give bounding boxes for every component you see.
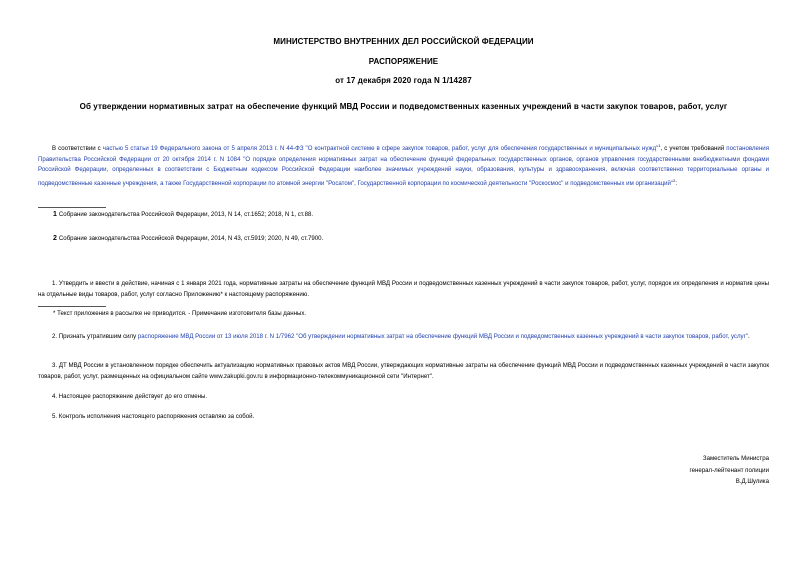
footnote-ref-2[interactable]: 2 (673, 177, 676, 183)
item-2-text-1: 2. Признать утратившим силу (52, 333, 138, 340)
preamble-text-3: : (675, 179, 678, 187)
document-type: РАСПОРЯЖЕНИЕ (368, 57, 439, 66)
footnote-text-2: Собрание законодательства Российской Федерации, 2014, N 43, ст.5919; 2020, N 49, ст.7900. (58, 235, 324, 242)
footnote-1 (53, 211, 313, 218)
item-2-text-2: . (747, 333, 750, 340)
footnote-2 (53, 235, 323, 242)
order-7962-link[interactable]: распоряжение МВД России от 13 июля 2018 г. N 1/7962 "Об утверждении нормативных затрат на обеспечение функций МВД России и подведомственных казенных учреждений в части закупок товаров, работ, услуг" (137, 333, 748, 340)
signatory-rank: генерал-лейтенант полиции (689, 466, 769, 474)
document-date-number: от 17 декабря 2020 года N 1/14287 (335, 76, 472, 85)
footnote-text-1: Собрание законодательства Российской Федерации, 2013, N 14, ст.1652; 2018, N 1, ст.88. (58, 211, 314, 218)
preamble-paragraph (38, 141, 769, 189)
document-title: Об утверждении нормативных затрат на обеспечение функций МВД России и подведомственных казенных учреждений в части закупок товаров, работ, услуг (79, 102, 728, 111)
resolution-1084-link[interactable]: постановления Правительства Российской Федерации от 20 октября 2014 г. N 1084 "О порядке определения нормативных затрат на обеспечение функций федеральных государственных органов, органов управления государственными внебюджетными фондами Российской Федерации, определенных в соответствии с Бюджетным кодексом Российской Федерации наиболее значимых учреждений науки, образования, культуры и здравоохранения, включая соответственно территориальные органы и подведомственные казенные учреждения, а также Государственной корпорации по атомной энергии "Росатом", Государственной корпорации по космической деятельности "Роскосмос" и подведомственных им организаций" (38, 145, 770, 187)
signature-block (690, 453, 769, 488)
footnote-mark-2: 2 (53, 235, 57, 242)
footnote-mark-1: 1 (53, 211, 57, 218)
note-divider (38, 306, 106, 307)
item-4-paragraph: 4. Настоящее распоряжение действует до его отмены. (52, 393, 208, 400)
item-1-paragraph: 1. Утвердить и ввести в действие, начиная с 1 января 2021 года, нормативные затраты на обеспечение функций МВД России и подведомственных казенных учреждений в части закупок товаров, работ, услуг, порядок их определения и норматив цены на отдельные виды товаров, работ, услуг согласно Приложению* к настоящему распоряжению. (38, 280, 769, 298)
signatory-position: Заместитель Министра (702, 455, 769, 462)
item-2-paragraph (38, 332, 769, 343)
ministry-header: МИНИСТЕРСТВО ВНУТРЕННИХ ДЕЛ РОССИЙСКОЙ ФЕДЕРАЦИИ (273, 37, 534, 46)
preamble-text-2: , с учетом требований (660, 145, 727, 153)
footnote-ref-1[interactable]: 1 (658, 143, 661, 148)
footnote-divider (38, 207, 106, 208)
law-44fz-link[interactable]: частью 5 статьи 19 Федерального закона от 5 апреля 2013 г. N 44-ФЗ "О контрактной системе в сфере закупок товаров, работ, услуг для обеспечения государственных и муниципальных нужд" (102, 145, 659, 153)
item-3-paragraph: 3. ДТ МВД России в установленном порядке обеспечить актуализацию нормативных правовых актов МВД России, утверждающих нормативные затраты на обеспечение функций МВД России и подведомственных казенных учреждений в части закупок товаров, работ, услуг, размещенных на официальном сайте www.zakupki.gov.ru в информационно-телекоммуникационной сети "Интернет". (38, 362, 769, 380)
item-5-paragraph: 5. Контроль исполнения настоящего распоряжения оставляю за собой. (52, 413, 255, 420)
preamble-text-1: В соответствии с (52, 145, 103, 153)
appendix-note: * Текст приложения в рассылке не приводится. - Примечание изготовителя базы данных. (53, 310, 307, 317)
signatory-name: В.Д.Шулика (735, 478, 769, 485)
